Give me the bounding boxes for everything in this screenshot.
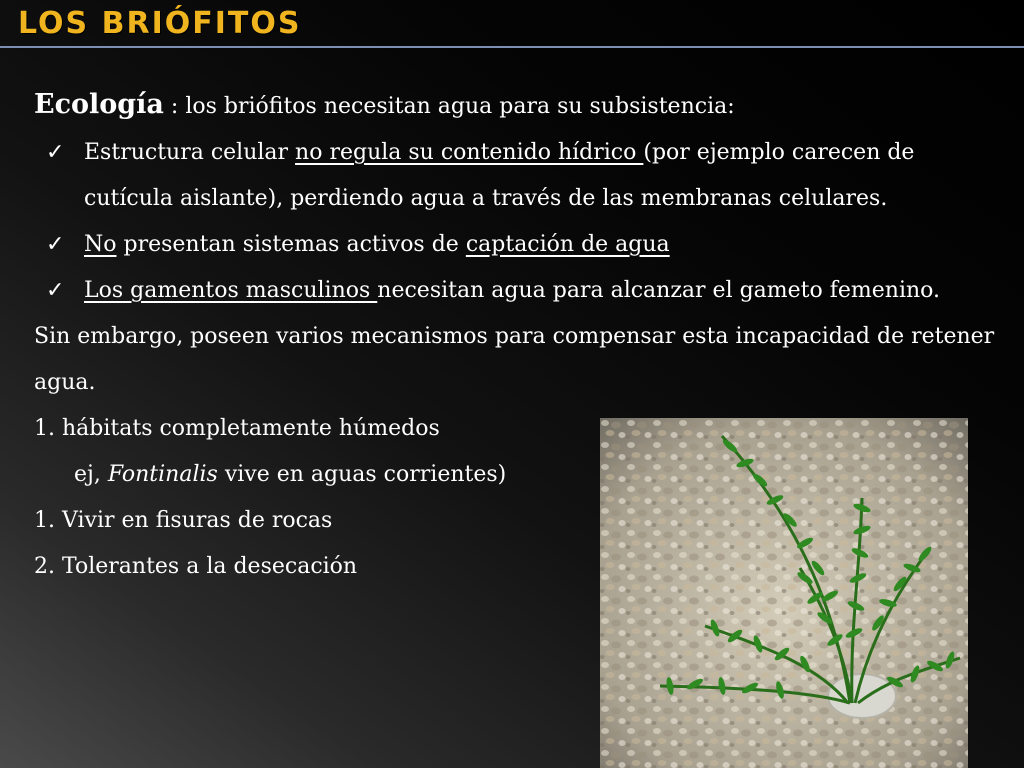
- checkmark-icon: ✓: [46, 278, 65, 303]
- bullet-text: presentan sistemas activos de: [116, 232, 466, 257]
- bullet-underlined-text: No: [84, 232, 117, 257]
- list-text: Tolerantes a la desecación: [62, 554, 358, 579]
- bullet-underlined-text: captación de agua: [465, 232, 670, 257]
- intro-line: [34, 82, 1009, 130]
- slide-title: LOS BRIÓFITOS: [18, 6, 302, 41]
- section-heading: Ecología: [34, 89, 164, 120]
- list-number: 2.: [34, 554, 55, 579]
- title-divider: [0, 46, 1024, 48]
- example-species: Fontinalis: [107, 462, 218, 487]
- example-prefix: ej,: [74, 462, 108, 487]
- bullet-text: Estructura celular: [84, 140, 296, 165]
- paragraph: Sin embargo, poseen varios mecanismos para compensar esta incapacidad de retener agua.: [34, 324, 995, 395]
- list-text: Vivir en fisuras de rocas: [62, 508, 333, 533]
- intro-text: : los briófitos necesitan agua para su subsistencia:: [163, 94, 735, 119]
- moss-photo: [600, 418, 968, 768]
- bullet-item: [34, 130, 1009, 222]
- bullet-item: [34, 268, 1009, 314]
- bullet-underlined-text: Los gamentos masculinos: [84, 278, 378, 303]
- list-number: 1.: [34, 416, 55, 441]
- bullet-underlined-text: no regula su contenido hídrico: [295, 140, 644, 165]
- checkmark-icon: ✓: [46, 140, 65, 165]
- list-text: hábitats completamente húmedos: [62, 416, 440, 441]
- checkmark-icon: ✓: [46, 232, 65, 257]
- bullet-item: [34, 222, 1009, 268]
- example-suffix: vive en aguas corrientes): [217, 462, 507, 487]
- list-number: 1.: [34, 508, 55, 533]
- bullet-text: necesitan agua para alcanzar el gameto femenino.: [377, 278, 941, 303]
- bullet-text: (por ejemplo carecen de cutícula aislante), perdiendo agua a través de las membranas celulares.: [84, 140, 915, 211]
